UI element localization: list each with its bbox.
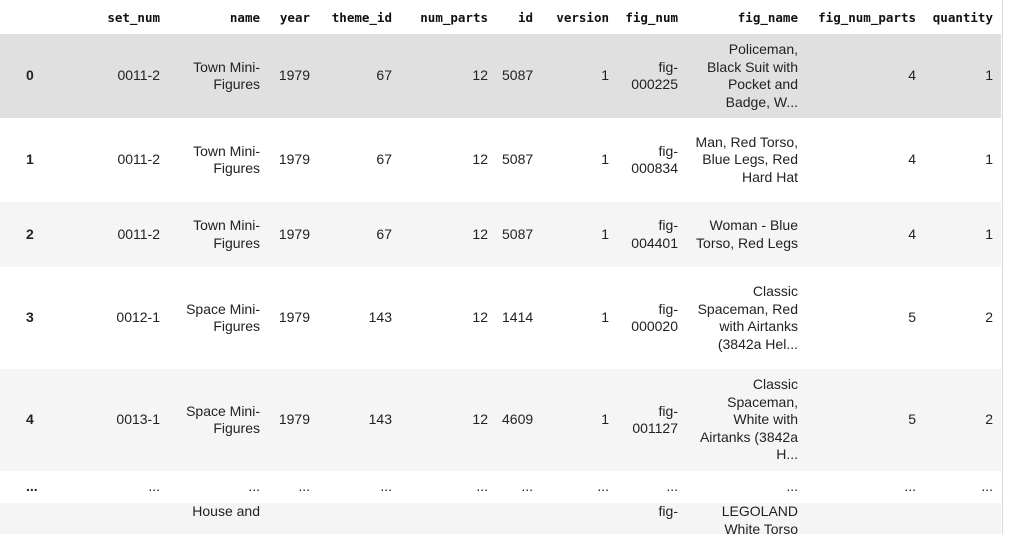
cell-year: 1979 xyxy=(278,411,310,428)
cell-name: Town Mini-Figures xyxy=(193,142,260,176)
cell-theme-id: 67 xyxy=(376,151,392,168)
cell-fig-num-parts: 4 xyxy=(908,225,916,242)
cell-num-parts: ... xyxy=(476,478,488,495)
row-index: 2 xyxy=(26,225,34,242)
cell-quantity: 2 xyxy=(985,411,993,428)
column-header-year: year xyxy=(279,9,310,25)
cell-version: 1 xyxy=(601,67,609,84)
cell-year: ... xyxy=(298,478,310,495)
cell-fig-name: Man, Red Torso, Blue Legs, Red Hard Hat xyxy=(695,133,798,185)
cell-fig-num: fig-000020 xyxy=(631,300,678,334)
index-header xyxy=(0,0,58,34)
cell-name: Town Mini-Figures xyxy=(193,58,260,92)
cell-year: 1979 xyxy=(278,309,310,326)
cell-fig-num-parts: 4 xyxy=(908,151,916,168)
cell-fig-num: ... xyxy=(666,478,678,495)
table-row xyxy=(0,471,1001,503)
cell-fig-num: fig-000834 xyxy=(631,142,678,176)
cell-quantity: 1 xyxy=(985,67,993,84)
cell-num-parts xyxy=(400,503,496,534)
cell-fig-num-parts: ... xyxy=(904,478,916,495)
cell-fig-num: fig- xyxy=(658,503,678,519)
table-row xyxy=(0,202,1001,267)
cell-set-num: 0012-1 xyxy=(116,309,160,326)
cell-name: Town Mini-Figures xyxy=(193,217,260,251)
cell-quantity: 2 xyxy=(985,309,993,326)
cell-theme-id: 67 xyxy=(376,67,392,84)
cell-fig-name: ... xyxy=(786,478,798,495)
cell-version: 1 xyxy=(601,309,609,326)
table-row xyxy=(0,118,1001,202)
row-index: 1 xyxy=(26,151,34,168)
table-row xyxy=(0,503,1001,534)
cell-quantity: 1 xyxy=(985,151,993,168)
cell-quantity xyxy=(924,503,1001,534)
cell-id: 5087 xyxy=(502,225,534,242)
cell-theme-id: ... xyxy=(380,478,392,495)
cell-year xyxy=(268,503,318,534)
cell-version: 1 xyxy=(601,411,609,428)
cell-version xyxy=(541,503,617,534)
column-header-version: version xyxy=(556,9,609,25)
cell-fig-num-parts xyxy=(806,503,924,534)
table-row xyxy=(0,369,1001,471)
cell-name: Space Mini-Figures xyxy=(186,402,260,436)
row-index: 3 xyxy=(26,309,34,326)
cell-version: ... xyxy=(597,478,609,495)
column-header-fig-num-parts: fig_num_parts xyxy=(818,9,916,25)
cell-fig-num: fig-000225 xyxy=(631,58,678,92)
cell-id: 5087 xyxy=(502,67,534,84)
cell-theme-id: 143 xyxy=(368,411,392,428)
cell-year: 1979 xyxy=(278,225,310,242)
column-header-fig-num: fig_num xyxy=(625,9,678,25)
header-row xyxy=(0,0,1001,34)
cell-year: 1979 xyxy=(278,151,310,168)
cell-fig-name: Policeman, Black Suit with Pocket and Badge, W... xyxy=(706,41,798,110)
cell-name: ... xyxy=(248,478,260,495)
table-row xyxy=(0,267,1001,369)
table-row xyxy=(0,34,1001,118)
cell-set-num: 0011-2 xyxy=(117,67,160,84)
cell-theme-id: 143 xyxy=(368,309,392,326)
column-header-set-num: set_num xyxy=(107,9,160,25)
column-header-theme-id: theme_id xyxy=(331,9,392,25)
row-index: ... xyxy=(26,478,38,495)
row-index: 0 xyxy=(26,67,34,84)
cell-fig-num-parts: 5 xyxy=(908,309,916,326)
cell-fig-num: fig-001127 xyxy=(632,402,678,436)
cell-num-parts: 12 xyxy=(472,309,488,326)
cell-id: 5087 xyxy=(502,151,534,168)
cell-set-num: ... xyxy=(148,478,160,495)
cell-id xyxy=(496,503,541,534)
cell-name: House and xyxy=(192,503,260,519)
cell-theme-id xyxy=(318,503,400,534)
cell-fig-name: Classic Spaceman, Red with Airtanks (3842a Hel... xyxy=(697,283,798,352)
column-header-id: id xyxy=(517,9,533,25)
cell-quantity: ... xyxy=(981,478,993,495)
cell-name: Space Mini-Figures xyxy=(186,300,260,334)
cell-fig-name: Classic Spaceman, White with Airtanks (3842a H... xyxy=(699,376,798,463)
cell-set-num: 0011-2 xyxy=(117,151,160,168)
column-header-fig-name: fig_name xyxy=(737,9,798,25)
cell-fig-name: LEGOLAND White Torso xyxy=(721,503,798,534)
cell-year: 1979 xyxy=(278,67,310,84)
cell-set-num xyxy=(58,503,168,534)
cell-fig-num: fig-004401 xyxy=(631,217,678,251)
cell-id: ... xyxy=(521,478,533,495)
cell-fig-num-parts: 4 xyxy=(908,67,916,84)
cell-num-parts: 12 xyxy=(472,225,488,242)
cell-id: 4609 xyxy=(502,411,534,428)
cell-set-num: 0013-1 xyxy=(116,411,160,428)
column-header-num-parts: num_parts xyxy=(420,9,488,25)
cell-num-parts: 12 xyxy=(472,411,488,428)
cell-id: 1414 xyxy=(502,309,534,326)
cell-theme-id: 67 xyxy=(376,225,392,242)
column-header-quantity: quantity xyxy=(932,9,993,25)
cell-num-parts: 12 xyxy=(472,67,488,84)
cell-fig-name: Woman - Blue Torso, Red Legs xyxy=(696,217,798,251)
table-body xyxy=(0,34,1001,534)
column-header-name: name xyxy=(229,9,260,25)
cell-version: 1 xyxy=(601,151,609,168)
cell-set-num: 0011-2 xyxy=(117,225,160,242)
cell-version: 1 xyxy=(601,225,609,242)
cell-quantity: 1 xyxy=(985,225,993,242)
row-index: 4 xyxy=(26,411,34,428)
row-index xyxy=(0,503,58,534)
cell-num-parts: 12 xyxy=(472,151,488,168)
cell-fig-num-parts: 5 xyxy=(908,411,916,428)
